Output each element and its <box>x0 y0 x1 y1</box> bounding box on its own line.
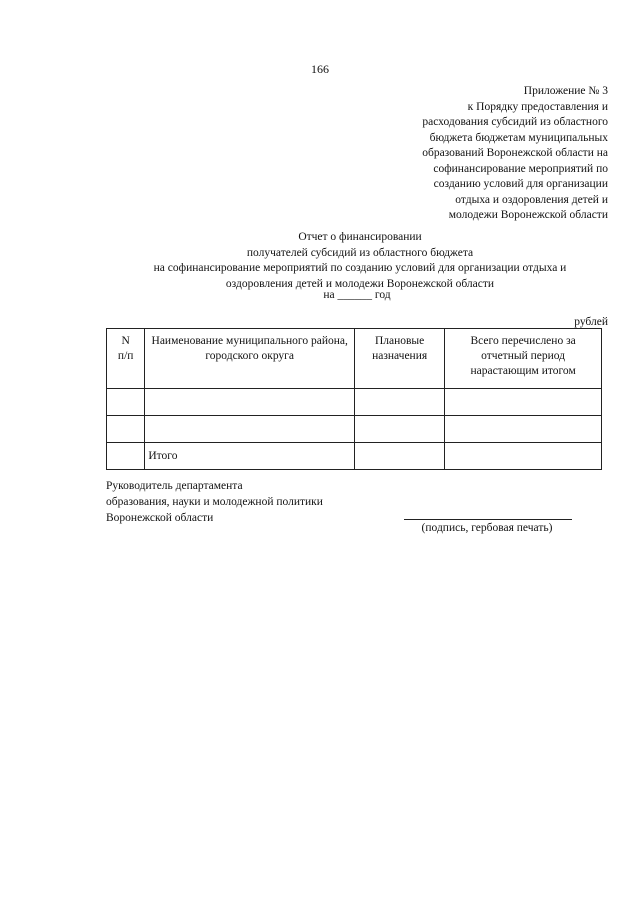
table-cell <box>107 389 145 416</box>
total-label-cell: Итого <box>145 443 355 470</box>
table-cell <box>445 443 602 470</box>
table-cell <box>445 416 602 443</box>
header-transferred-total: Всего перечислено за отчетный период нарастающим итогом <box>445 329 602 389</box>
signatory-line: Воронежской области <box>106 512 214 524</box>
report-title-line: Отчет о финансировании <box>298 231 422 243</box>
header-planned: Плановые назначения <box>355 329 445 389</box>
table-cell <box>145 416 355 443</box>
table-cell <box>145 389 355 416</box>
appendix-line: расходования субсидий из областного <box>422 116 608 128</box>
report-table <box>106 328 602 470</box>
signatory-line: образования, науки и молодежной политики <box>106 496 323 508</box>
appendix-line: молодежи Воронежской области <box>448 209 608 221</box>
report-title <box>110 230 610 292</box>
appendix-line: бюджета бюджетам муниципальных <box>429 131 608 144</box>
header-number: N п/п <box>107 329 145 389</box>
signature-line <box>404 519 572 520</box>
page-number: 166 <box>311 62 329 76</box>
table-cell <box>445 389 602 416</box>
table-cell <box>355 443 445 470</box>
report-year-line: на ______ год <box>323 289 391 301</box>
appendix-line: созданию условий для организации <box>433 178 608 190</box>
currency-unit: рублей <box>574 316 608 328</box>
appendix-line: софинансирование мероприятий по <box>433 162 608 175</box>
signature-caption: (подпись, гербовая печать) <box>421 522 553 534</box>
table-cell <box>107 416 145 443</box>
appendix-line: отдыха и оздоровления детей и <box>455 193 608 206</box>
header-municipality: Наименование муниципального района, городского округа <box>145 329 355 389</box>
signatory-block <box>106 478 323 526</box>
signatory-line: Руководитель департамента <box>106 480 243 492</box>
appendix-line: образований Воронежской области на <box>422 147 608 159</box>
table-row <box>107 416 602 443</box>
table-cell <box>107 443 145 470</box>
appendix-line: к Порядку предоставления и <box>467 100 608 113</box>
table-total-row <box>107 443 602 470</box>
report-title-line: получателей субсидий из областного бюджета <box>246 246 474 259</box>
appendix-line: Приложение № 3 <box>523 85 608 97</box>
table-cell <box>355 389 445 416</box>
appendix-header <box>378 84 608 224</box>
table-header-row <box>107 329 602 389</box>
report-title-line: на софинансирование мероприятий по созданию условий для организации отдыха и <box>153 262 567 274</box>
report-title-line: оздоровления детей и молодежи Воронежской области <box>225 277 495 290</box>
table-cell <box>355 416 445 443</box>
table-row <box>107 389 602 416</box>
